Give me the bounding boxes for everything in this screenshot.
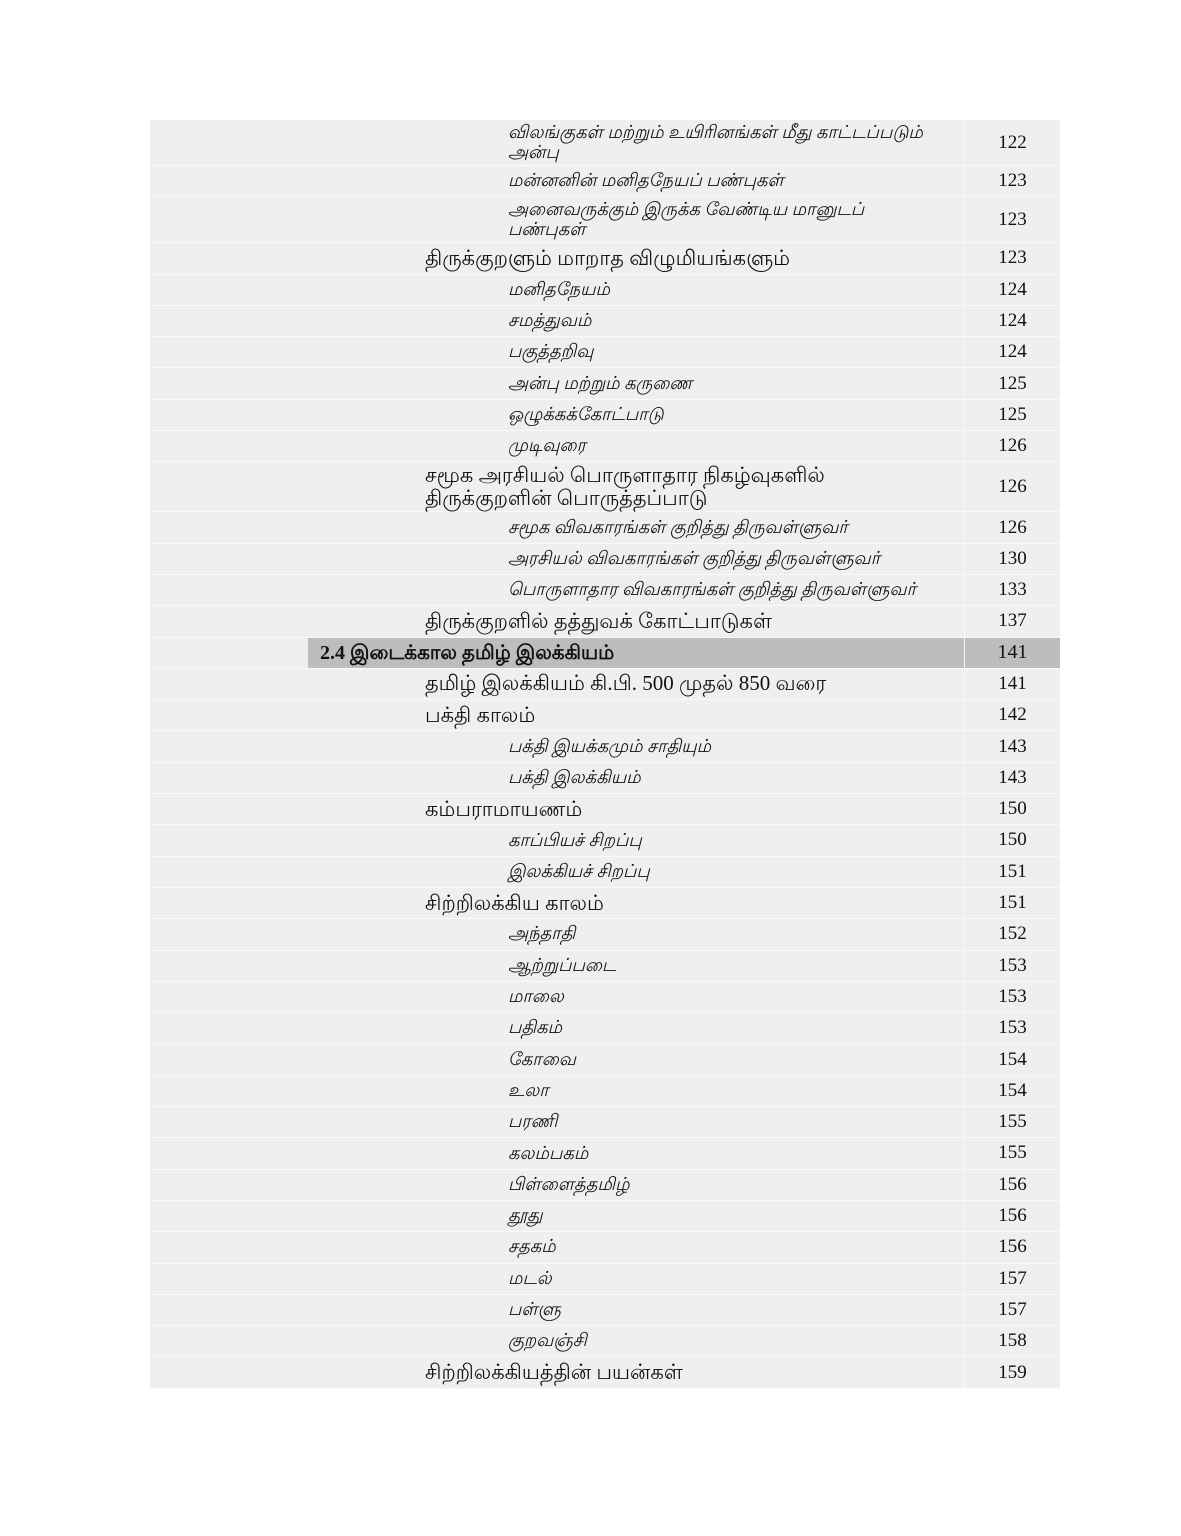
toc-entry-title-text: பொருளாதார விவகாரங்கள் குறித்து திருவள்ளுவர் (508, 579, 916, 600)
toc-entry[interactable] (150, 951, 1060, 982)
toc-entry-title (150, 575, 964, 605)
toc-entry-page: 156 (964, 1170, 1060, 1200)
toc-entry-page: 126 (964, 512, 1060, 542)
toc-entry-title (150, 544, 964, 574)
toc-entry[interactable] (150, 1326, 1060, 1357)
toc-entry-page: 151 (964, 888, 1060, 918)
toc-entry-title (150, 888, 964, 918)
toc-entry-title-text: பிள்ளைத்தமிழ் (508, 1173, 630, 1194)
toc-entry[interactable] (150, 400, 1060, 431)
toc-entry[interactable] (150, 1013, 1060, 1044)
toc-entry[interactable] (150, 919, 1060, 950)
toc-entry-page: 123 (964, 197, 1060, 242)
toc-entry-page: 157 (964, 1264, 1060, 1294)
toc-entry-page: 124 (964, 275, 1060, 305)
toc-entry-title (150, 1170, 964, 1200)
toc-entry-title (150, 1264, 964, 1294)
toc-entry[interactable] (150, 275, 1060, 306)
toc-entry[interactable] (150, 431, 1060, 462)
toc-entry-title (150, 919, 964, 949)
toc-entry-title (150, 857, 964, 887)
toc-entry-title-text: இலக்கியச் சிறப்பு (508, 860, 650, 881)
toc-entry-title (150, 763, 964, 793)
toc-entry-page: 123 (964, 243, 1060, 273)
toc-section-heading[interactable] (150, 638, 1060, 669)
toc-entry-title-text: கலம்பகம் (508, 1142, 589, 1163)
toc-entry-page: 159 (964, 1357, 1060, 1387)
toc-entry-page: 154 (964, 1076, 1060, 1106)
toc-entry-title-text: சமூக அரசியல் பொருளாதார நிகழ்வுகளில் திருக்குறளின் பொருத்தப்பாடு (425, 462, 825, 510)
toc-entry-page: 156 (964, 1232, 1060, 1262)
toc-entry-page: 126 (964, 462, 1060, 511)
toc-entry-title (150, 825, 964, 855)
toc-entry[interactable] (150, 1138, 1060, 1169)
toc-entry-page: 154 (964, 1044, 1060, 1074)
toc-entry-page: 151 (964, 857, 1060, 887)
toc-entry-title (150, 462, 964, 511)
toc-entry-title (150, 120, 964, 165)
toc-entry-title (150, 400, 964, 430)
toc-entry-page: 125 (964, 400, 1060, 430)
toc-entry-title (150, 275, 964, 305)
toc-entry[interactable] (150, 1357, 1060, 1388)
toc-entry-title-text: பள்ளு (508, 1299, 561, 1320)
toc-entry-title-text: திருக்குறளில் தத்துவக் கோட்பாடுகள் (425, 608, 772, 633)
toc-entry-title (150, 669, 964, 699)
toc-entry-title-text: தூது (508, 1205, 543, 1226)
toc-entry-title-text: அரசியல் விவகாரங்கள் குறித்து திருவள்ளுவர் (508, 547, 881, 568)
toc-entry-title (150, 1076, 964, 1106)
toc-entry-page: 158 (964, 1326, 1060, 1356)
toc-entry-page: 123 (964, 166, 1060, 196)
toc-entry-page: 152 (964, 919, 1060, 949)
toc-entry-page: 153 (964, 1013, 1060, 1043)
toc-entry-title (150, 1013, 964, 1043)
toc-entry[interactable] (150, 825, 1060, 856)
toc-entry-page: 137 (964, 606, 1060, 636)
toc-entry-title-text: காப்பியச் சிறப்பு (508, 829, 642, 850)
toc-entry-page: 126 (964, 431, 1060, 461)
toc-entry-title (150, 1326, 964, 1356)
toc-entry-title (150, 1295, 964, 1325)
toc-entry[interactable] (150, 700, 1060, 731)
toc-entry-title-text: 2.4 இடைக்கால தமிழ் இலக்கியம் (320, 641, 615, 664)
toc-entry-title (150, 1357, 964, 1387)
toc-entry-title-text: கோவை (508, 1048, 576, 1069)
toc-entry-title (150, 731, 964, 761)
toc-entry-title (150, 638, 964, 668)
toc-entry-page: 153 (964, 951, 1060, 981)
toc-entry-title (150, 1138, 964, 1168)
toc-entry[interactable] (150, 337, 1060, 368)
toc-entry[interactable] (150, 1264, 1060, 1295)
toc-entry[interactable] (150, 544, 1060, 575)
toc-entry-page: 141 (964, 638, 1060, 668)
toc-entry-title-text: மாலை (508, 986, 564, 1007)
toc-entry-title-text: சமத்துவம் (508, 310, 592, 331)
toc-entry-page: 141 (964, 669, 1060, 699)
toc-entry-page: 155 (964, 1138, 1060, 1168)
toc-entry-title (150, 700, 964, 730)
toc-entry-title-text: குறவஞ்சி (508, 1330, 587, 1351)
table-of-contents (150, 120, 1060, 1389)
toc-entry-title-text: பரணி (508, 1111, 558, 1132)
toc-entry-title (150, 794, 964, 824)
toc-entry[interactable] (150, 575, 1060, 606)
toc-entry-title (150, 512, 964, 542)
toc-entry[interactable] (150, 306, 1060, 337)
toc-entry-title-text: சதகம் (508, 1236, 556, 1257)
toc-entry[interactable] (150, 166, 1060, 197)
toc-entry-title-text: கம்பராமாயணம் (425, 796, 583, 821)
toc-entry-title-text: பகுத்தறிவு (508, 341, 594, 362)
toc-entry-title-text: ஆற்றுப்படை (508, 954, 617, 975)
toc-entry-title-text: சிற்றிலக்கியத்தின் பயன்கள் (425, 1359, 683, 1384)
toc-entry-title (150, 951, 964, 981)
toc-entry-page: 122 (964, 120, 1060, 165)
toc-entry[interactable] (150, 243, 1060, 274)
toc-entry-page: 156 (964, 1201, 1060, 1231)
toc-entry-title-text: பக்தி இயக்கமும் சாதியும் (508, 735, 712, 756)
toc-entry-page: 124 (964, 306, 1060, 336)
toc-entry[interactable] (150, 368, 1060, 399)
toc-entry[interactable] (150, 888, 1060, 919)
toc-entry[interactable] (150, 763, 1060, 794)
toc-entry-title-text: ஒழுக்கக்கோட்பாடு (508, 404, 664, 425)
toc-entry[interactable] (150, 982, 1060, 1013)
toc-entry-page: 150 (964, 825, 1060, 855)
toc-entry[interactable] (150, 197, 1060, 243)
toc-entry-title-text: அன்பு மற்றும் கருணை (508, 372, 693, 393)
toc-entry[interactable] (150, 512, 1060, 543)
toc-entry-page: 142 (964, 700, 1060, 730)
toc-entry-title-text: பதிகம் (508, 1017, 563, 1038)
toc-entry-title (150, 1044, 964, 1074)
toc-entry-page: 143 (964, 763, 1060, 793)
toc-entry-page: 125 (964, 368, 1060, 398)
toc-entry[interactable] (150, 1232, 1060, 1263)
toc-entry-title (150, 368, 964, 398)
toc-entry[interactable] (150, 120, 1060, 166)
toc-entry[interactable] (150, 1170, 1060, 1201)
toc-entry[interactable] (150, 731, 1060, 762)
toc-entry-title (150, 197, 964, 242)
toc-entry[interactable] (150, 794, 1060, 825)
toc-entry-page: 133 (964, 575, 1060, 605)
toc-entry[interactable] (150, 606, 1060, 637)
toc-entry-title (150, 306, 964, 336)
toc-entry-page: 150 (964, 794, 1060, 824)
toc-entry-title-text: முடிவுரை (508, 435, 586, 456)
toc-entry-title (150, 243, 964, 273)
toc-entry[interactable] (150, 1107, 1060, 1138)
toc-entry[interactable] (150, 1076, 1060, 1107)
toc-entry-title-text: பக்தி இலக்கியம் (508, 767, 641, 787)
toc-entry-title-text: அந்தாதி (508, 923, 576, 944)
toc-entry-title-text: சிற்றிலக்கிய காலம் (425, 890, 604, 915)
toc-entry-title-text: சமூக விவகாரங்கள் குறித்து திருவள்ளுவர் (508, 516, 848, 537)
toc-entry[interactable] (150, 857, 1060, 888)
toc-entry-title-text: மன்னனின் மனிதநேயப் பண்புகள் (508, 170, 784, 191)
toc-entry[interactable] (150, 1044, 1060, 1075)
toc-entry-title (150, 1201, 964, 1231)
toc-entry-title-text: மனிதநேயம் (508, 278, 610, 299)
toc-entry-page: 130 (964, 544, 1060, 574)
toc-entry-title-text: உலா (508, 1079, 549, 1100)
toc-entry-title-text: பக்தி காலம் (425, 702, 536, 727)
toc-entry-page: 124 (964, 337, 1060, 367)
toc-entry-title (150, 606, 964, 636)
toc-entry-title-text: அனைவருக்கும் இருக்க வேண்டிய மானுடப் பண்புகள் (508, 199, 865, 239)
toc-entry-title-text: விலங்குகள் மற்றும் உயிரினங்கள் மீது காட்டப்படும் அன்பு (508, 121, 923, 162)
toc-entry[interactable] (150, 1295, 1060, 1326)
toc-entry-page: 143 (964, 731, 1060, 761)
toc-entry-title (150, 1232, 964, 1262)
toc-entry-title-text: திருக்குறளும் மாறாத விழுமியங்களும் (425, 245, 791, 270)
toc-entry-page: 155 (964, 1107, 1060, 1137)
toc-entry[interactable] (150, 462, 1060, 512)
toc-entry-title (150, 166, 964, 196)
toc-entry-page: 153 (964, 982, 1060, 1012)
toc-entry-title (150, 431, 964, 461)
toc-entry-title (150, 1107, 964, 1137)
toc-entry-page: 157 (964, 1295, 1060, 1325)
toc-entry-title (150, 982, 964, 1012)
toc-entry[interactable] (150, 669, 1060, 700)
toc-entry-title (150, 337, 964, 367)
toc-entry-title-text: மடல் (508, 1267, 552, 1288)
toc-entry-title-text: தமிழ் இலக்கியம் கி.பி. 500 முதல் 850 வரை (425, 671, 827, 696)
toc-entry[interactable] (150, 1201, 1060, 1232)
